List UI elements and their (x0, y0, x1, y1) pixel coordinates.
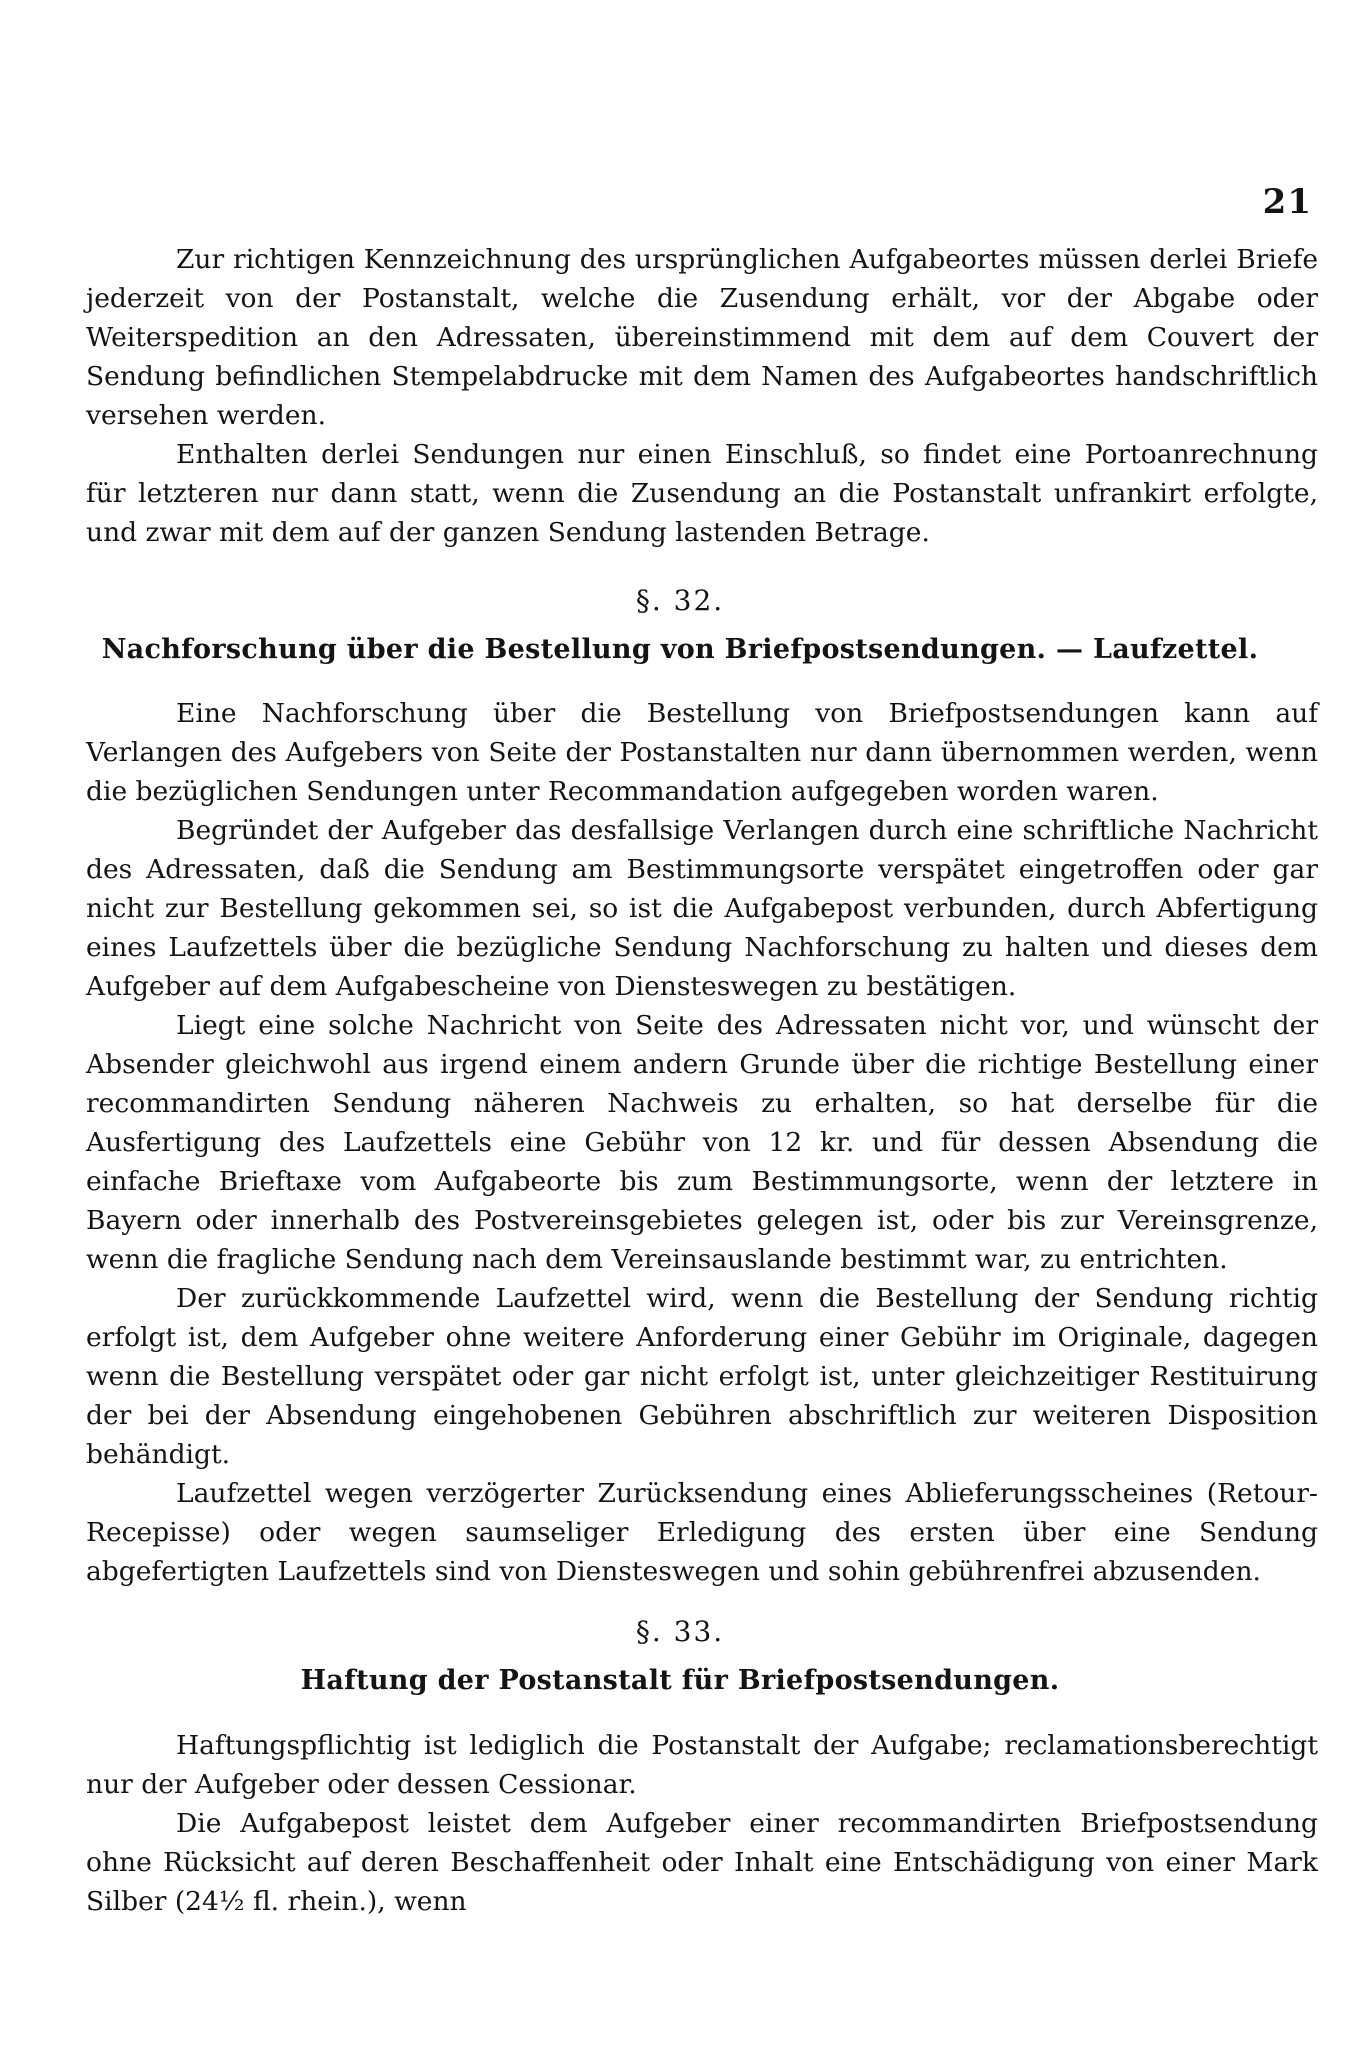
paragraph: Der zurückkommende Laufzettel wird, wenn die Bestellung der Sendung richtig erfolgt ist, dem Aufgeber ohne weitere Anforderung einer Gebühr im Originale, dagegen wenn die Bestellung verspätet oder gar nicht erfolgt ist, unter gleichzeitiger Restituirung der bei der Absendung eingehobenen Gebühren abschriftlich zur weiteren Disposition behändigt. (86, 1283, 1318, 1470)
section-33-title: Haftung der Postanstalt für Briefpostsendungen. (300, 1665, 1060, 1696)
section-32-title: Nachforschung über die Bestellung von Briefpostsendungen. — Laufzettel. (101, 634, 1259, 665)
paragraph: Die Aufgabepost leistet dem Aufgeber einer recommandirten Briefpostsendung ohne Rücksicht auf deren Beschaffenheit oder Inhalt eine Entschädigung von einer Mark Silber (24½ fl. rhein.), wenn (86, 1808, 1318, 1917)
paragraph: Zur richtigen Kennzeichnung des ursprünglichen Aufgabeortes müssen derlei Briefe jederzeit von der Postanstalt, welche die Zusendung erhält, vor der Abgabe oder Weiterspedition an den Adressaten, übereinstimmend mit dem auf dem Couvert der Sendung befindlichen Stempelabdrucke mit dem Namen des Aufgabeortes handschriftlich versehen werden. (86, 244, 1318, 431)
page-number: 21 (1262, 182, 1312, 222)
section-33-body (86, 1726, 1318, 1921)
paragraph: Enthalten derlei Sendungen nur einen Einschluß, so findet eine Portoanrechnung für letzteren nur dann statt, wenn die Zusendung an die Postanstalt unfrankirt erfolgte, und zwar mit dem auf der ganzen Sendung lastenden Betrage. (86, 439, 1318, 548)
paragraph: Haftungspflichtig ist lediglich die Postanstalt der Aufgabe; reclamationsberechtigt nur der Aufgeber oder dessen Cessionar. (86, 1730, 1318, 1800)
intro-text (86, 240, 1318, 552)
section-32-body (86, 694, 1318, 1591)
paragraph: Laufzettel wegen verzögerter Zurücksendung eines Ablieferungsscheines (Retour-Recepisse) oder wegen saumseliger Erledigung des ersten über eine Sendung abgefertigten Laufzettels sind von Diensteswegen und sohin gebührenfrei abzusenden. (86, 1478, 1318, 1587)
section-33-number: §. 33. (635, 1615, 725, 1648)
paragraph: Begründet der Aufgeber das desfallsige Verlangen durch eine schriftliche Nachricht des Adressaten, daß die Sendung am Bestimmungsorte verspätet eingetroffen oder gar nicht zur Bestellung gekommen sei, so ist die Aufgabepost verbunden, durch Abfertigung eines Laufzettels über die bezügliche Sendung Nachforschung zu halten und dieses dem Aufgeber auf dem Aufgabescheine von Diensteswegen zu bestätigen. (86, 815, 1318, 1002)
paragraph: Eine Nachforschung über die Bestellung von Briefpostsendungen kann auf Verlangen des Aufgebers von Seite der Postanstalten nur dann übernommen werden, wenn die bezüglichen Sendungen unter Recommandation aufgegeben worden waren. (86, 698, 1318, 807)
section-32-number: §. 32. (635, 584, 725, 617)
paragraph: Liegt eine solche Nachricht von Seite des Adressaten nicht vor, und wünscht der Absender gleichwohl aus irgend einem andern Grunde über die richtige Bestellung einer recommandirten Sendung näheren Nachweis zu erhalten, so hat derselbe für die Ausfertigung des Laufzettels eine Gebühr von 12 kr. und für dessen Absendung die einfache Brieftaxe vom Aufgabeorte bis zum Bestimmungsorte, wenn der letztere in Bayern oder innerhalb des Postvereinsgebietes gelegen ist, oder bis zur Vereinsgrenze, wenn die fragliche Sendung nach dem Vereinsauslande bestimmt war, zu entrichten. (86, 1010, 1318, 1275)
